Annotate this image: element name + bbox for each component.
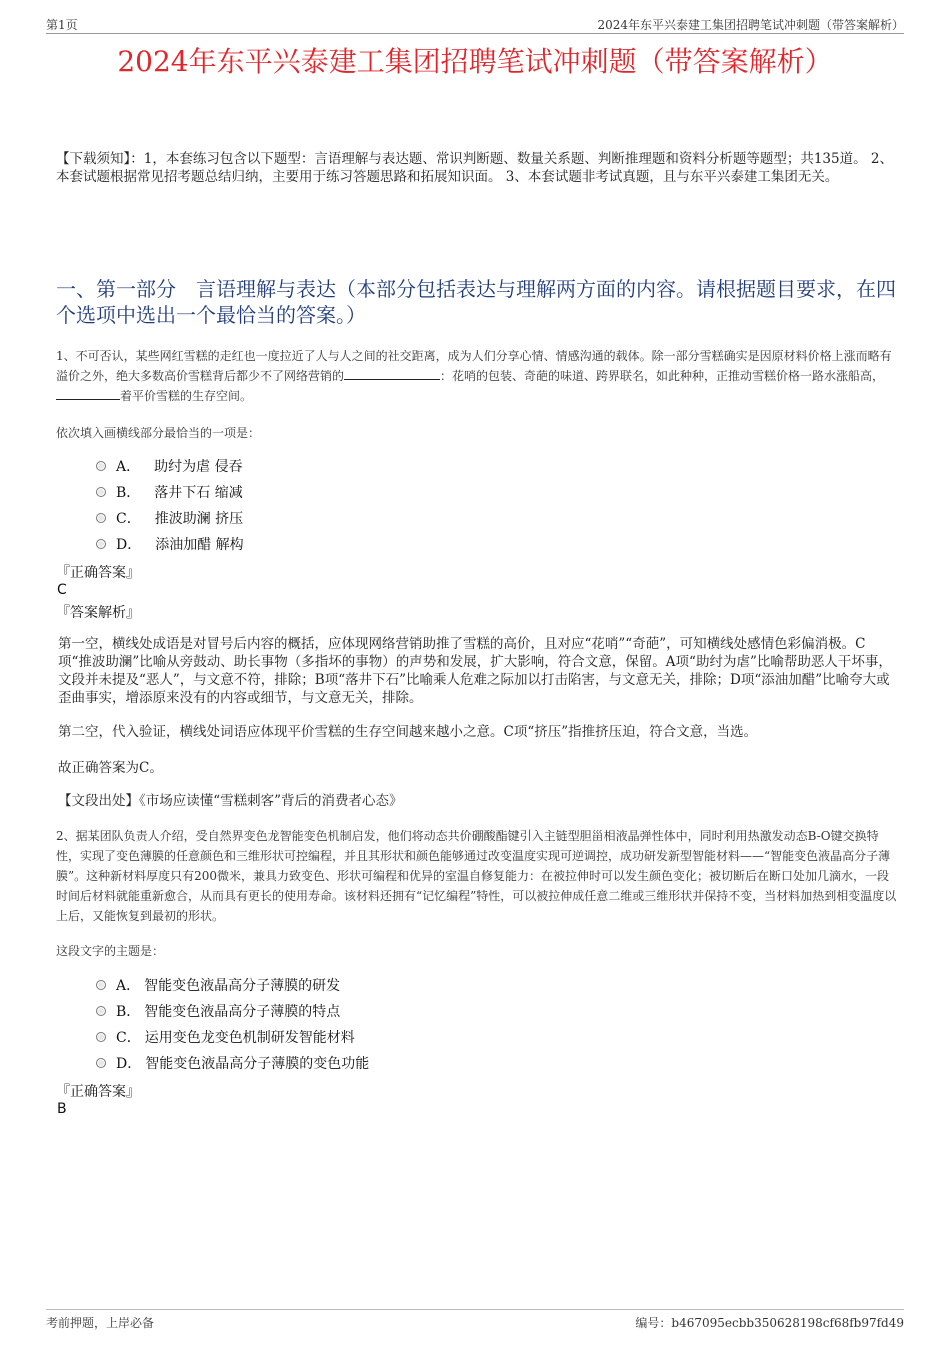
- section-heading: 一、第一部分 言语理解与表达（本部分包括表达与理解两方面的内容。请根据题目要求，在四个选项中选出一个最恰当的答案。）: [56, 277, 896, 327]
- q1-answer-label: 『正确答案』: [56, 565, 140, 581]
- q1-analysis-paragraph-2: 第二空，代入验证，横线处词语应体现平价雪糕的生存空间越来越小之意。C项“挤压”指推挤压迫，符合文意，当选。: [58, 724, 758, 740]
- q2-option-b[interactable]: B． 智能变色液晶高分子薄膜的特点: [96, 998, 369, 1024]
- q2-option-a[interactable]: A． 智能变色液晶高分子薄膜的研发: [96, 972, 369, 998]
- q1-analysis-paragraph-1: 第一空，横线处成语是对冒号后内容的概括，应体现网络营销助推了雪糕的高价，且对应“花哨”“奇葩”，可知横线处感情色彩偏消极。C项“推波助澜”比喻从旁鼓动、助长事物（多指坏的事物）的声势和发展，扩大影响，符合文意，保留。A项“助纣为虐”比喻帮助恶人干坏事，文段并未提及“恶人”，与文意不符，排除；B项“落井下石”比喻乘人危难之际加以打击陷害，与文意无关，排除；D项“添油加醋”比喻夸大或歪曲事实，增添原来没有的内容或细节，与文意无关，排除。: [58, 636, 892, 706]
- radio-icon[interactable]: [96, 1006, 106, 1016]
- footer-divider: [46, 1309, 904, 1310]
- question-2-text: 2、据某团队负责人介绍，受自然界变色龙智能变色机制启发，他们将动态共价硼酸酯键引入主链型胆甾相液晶弹性体中，同时利用热激发动态B-O键交换特性，实现了变色薄膜的任意颜色和三维形状可控编程，并且其形状和颜色能够通过改变温度实现可逆调控，成功研发新型智能材料——“智能变色液晶高分子薄膜”。这种新材料厚度只有200微米，兼具力致变色、形状可编程和优异的室温自修复能力：在被拉伸时可以发生颜色变化；被切断后在断口处加几滴水，一段时间后材料就能重新愈合，从而具有更长的使用寿命。该材料还拥有“记忆编程”特性，可以被拉伸成任意二维或三维形状并保持不变，当材料加热到相变温度以上后，又能恢复到最初的形状。: [56, 829, 897, 923]
- download-notice: 【下载须知】：1，本套练习包含以下题型：言语理解与表达题、常识判断题、数量关系题、判断推理题和资料分析题等题型；共135道。 2、本套试题根据常见招考题总结归纳，主要用于练习答题思路和拓展知识面。 3、本套试题非考试真题，且与东平兴泰建工集团无关。: [56, 151, 893, 185]
- footer-slogan: 考前押题，上岸必备: [46, 1316, 155, 1330]
- q1-text-part-c: 着平价雪糕的生存空间。: [120, 389, 253, 403]
- q1-text-part-a: 1、不可否认，某些网红雪糕的走红也一度拉近了人与人之间的社交距离，成为人们分享心情、情感沟通的载体。除一部分雪糕确实是因原材料价格上涨而略有溢价之外，绝大多数高价雪糕背后都少不了网络营销的: [56, 349, 892, 383]
- question-1-text: [56, 346, 898, 406]
- q1-option-b[interactable]: B． 落井下石 缩减: [96, 479, 244, 505]
- q1-option-c[interactable]: C． 推波助澜 挤压: [96, 505, 244, 531]
- q1-blank-1: [344, 367, 440, 380]
- question-2-options: [96, 972, 369, 1076]
- q2-option-d[interactable]: D． 智能变色液晶高分子薄膜的变色功能: [96, 1050, 369, 1076]
- q1-option-d[interactable]: D． 添油加醋 解构: [96, 531, 244, 557]
- q1-text-part-b: ：花哨的包装、奇葩的味道、跨界联名，如此种种，正推动雪糕价格一路水涨船高，: [440, 369, 885, 383]
- q1-source: 【文段出处】《市场应读懂“雪糕刺客”背后的消费者心态》: [58, 793, 403, 809]
- radio-icon[interactable]: [96, 1032, 106, 1042]
- question-2-prompt: 这段文字的主题是：: [56, 944, 165, 958]
- radio-icon[interactable]: [96, 1058, 106, 1068]
- question-1-options: [96, 453, 244, 557]
- radio-icon[interactable]: [96, 980, 106, 990]
- q1-answer: C: [57, 582, 67, 598]
- header-divider: [46, 33, 904, 34]
- page-title: 2024年东平兴泰建工集团招聘笔试冲刺题（带答案解析）: [117, 45, 833, 78]
- header-doc-title: 2024年东平兴泰建工集团招聘笔试冲刺题（带答案解析）: [597, 18, 904, 32]
- question-1-prompt: 依次填入画横线部分最恰当的一项是：: [56, 426, 261, 440]
- q1-analysis-label: 『答案解析』: [56, 605, 140, 621]
- radio-icon[interactable]: [96, 513, 106, 523]
- radio-icon[interactable]: [96, 539, 106, 549]
- q1-blank-2: [56, 387, 120, 400]
- footer-doc-id: 编号：b467095ecbb350628198cf68fb97fd49: [635, 1316, 904, 1330]
- q1-analysis-conclusion: 故正确答案为C。: [58, 760, 163, 776]
- radio-icon[interactable]: [96, 487, 106, 497]
- header-page-number: 第1页: [46, 18, 78, 32]
- q2-option-c[interactable]: C． 运用变色龙变色机制研发智能材料: [96, 1024, 369, 1050]
- q2-answer-label: 『正确答案』: [56, 1084, 140, 1100]
- q2-answer: B: [57, 1101, 67, 1117]
- q1-option-a[interactable]: A． 助纣为虐 侵吞: [96, 453, 244, 479]
- radio-icon[interactable]: [96, 461, 106, 471]
